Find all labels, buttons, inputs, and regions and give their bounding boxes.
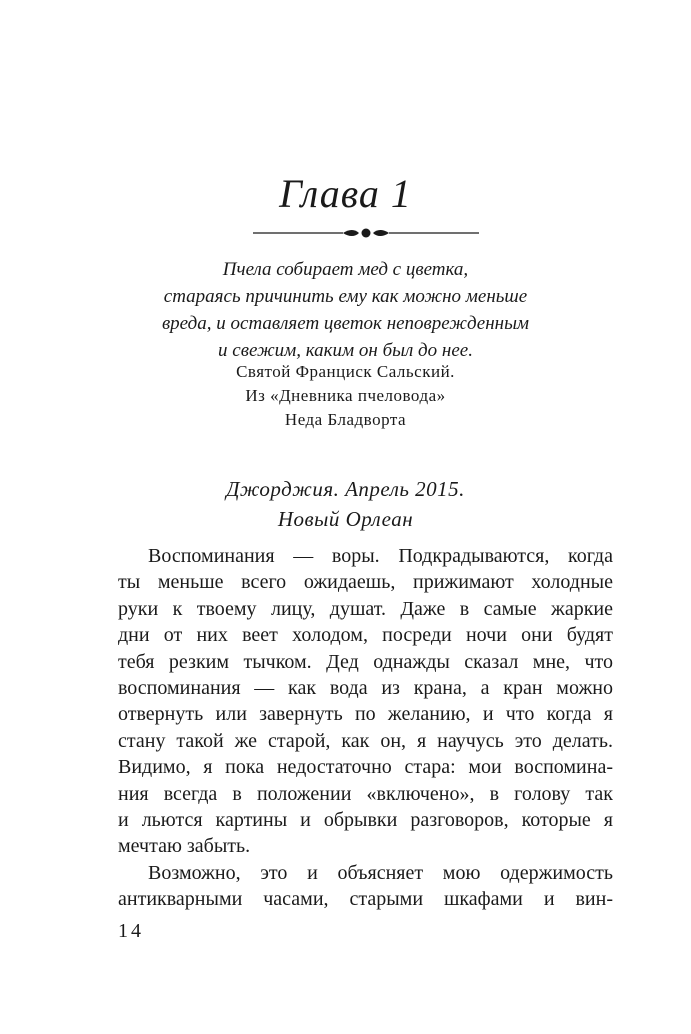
body-line: руки к твоему лицу, душат. Даже в самые жаркие <box>118 597 613 620</box>
body-line: мечтаю забыть. <box>118 835 251 858</box>
chapter-title: Глава 1 <box>279 171 412 216</box>
attribution-line: Святой Франциск Сальский. <box>236 362 455 381</box>
attribution-line: Из «Дневника пчеловода» <box>245 386 446 405</box>
dateline-city: Новый Орлеан <box>277 507 414 531</box>
epigraph <box>0 256 691 364</box>
body-line: воспоминания — как вода из крана, а кран можно <box>118 676 613 699</box>
body-line: стану такой же старой, как он, я научусь это делать. <box>118 729 613 752</box>
dateline <box>0 474 691 534</box>
dateline-place-date: Джорджия. Апрель 2015. <box>226 477 465 501</box>
body-text <box>118 543 613 912</box>
body-line: и льются картины и обрывки разговоров, которые я <box>118 808 613 831</box>
body-line: антикварными часами, старыми шкафами и вин- <box>118 888 613 911</box>
body-line: отвернуть или завернуть по желанию, и что когда я <box>118 703 613 726</box>
body-line: ты меньше всего ожидаешь, прижимают холодные <box>118 571 613 594</box>
attribution-line: Неда Бладворта <box>284 410 407 429</box>
body-line: Возможно, это и объясняет мою одержимость <box>148 861 613 884</box>
epigraph-line: Пчела собирает мед с цветка, <box>222 259 469 280</box>
epigraph-line: и свежим, каким он был до нее. <box>218 340 473 361</box>
body-line: Видимо, я пока недостаточно стара: мои воспомина- <box>118 756 613 779</box>
body-line: ния всегда в положении «включено», в голову так <box>118 782 613 805</box>
body-line: Воспоминания — воры. Подкрадываются, когда <box>148 545 613 567</box>
body-line: тебя резким тычком. Дед однажды сказал мне, что <box>118 650 613 673</box>
epigraph-line: стараясь причинить ему как можно меньше <box>163 286 528 307</box>
ornament-divider <box>253 222 479 244</box>
page-number: 14 <box>118 920 144 942</box>
body-line: дни от них веет холодом, посреди ночи они будят <box>118 624 613 647</box>
epigraph-line: вреда, и оставляет цветок неповрежденным <box>161 313 530 334</box>
epigraph-attribution <box>0 360 691 432</box>
